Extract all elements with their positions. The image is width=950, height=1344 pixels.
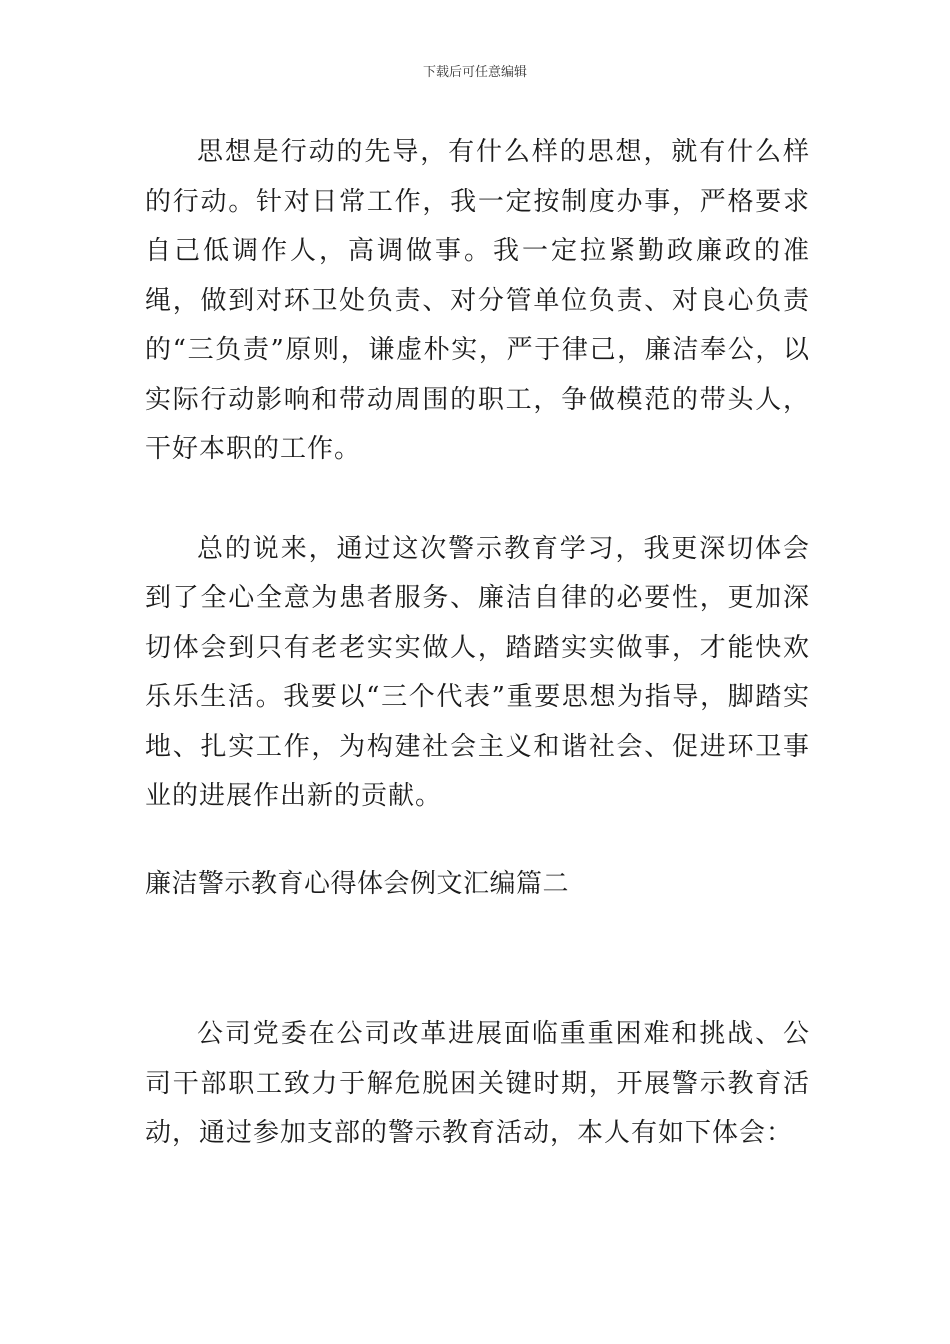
document-body — [145, 128, 810, 1159]
page-header-note: 下载后可任意编辑 — [422, 65, 527, 80]
body-paragraph: 思想是行动的先导，有什么样的思想，就有什么样的行动。针对日常工作，我一定按制度办事，严格要求自己低调作人，高调做事。我一定拉紧勤政廉政的准绳，做到对环卫处负责、对分管单位负责、对良心负责的“三负责”原则，谦虚朴实，严于律己，廉洁奉公，以实际行动影响和带动周围的职工，争做模范的带头人，干好本职的工作。 — [145, 137, 810, 464]
body-paragraph: 总的说来，通过这次警示教育学习，我更深切体会到了全心全意为患者服务、廉洁自律的必要性，更加深切体会到只有老老实实做人，踏踏实实做事，才能快欢乐乐生活。我要以“三个代表”重要思想为指导，脚踏实地、扎实工作，为构建社会主义和谐社会、促进环卫事业的进展作出新的贡献。 — [145, 533, 810, 811]
section-heading: 廉洁警示教育心得体会例文汇编篇二 — [145, 868, 570, 899]
body-paragraph: 公司党委在公司改革进展面临重重困难和挑战、公司干部职工致力于解危脱困关键时期，开展警示教育活动，通过参加支部的警示教育活动，本人有如下体会： — [145, 1019, 810, 1148]
